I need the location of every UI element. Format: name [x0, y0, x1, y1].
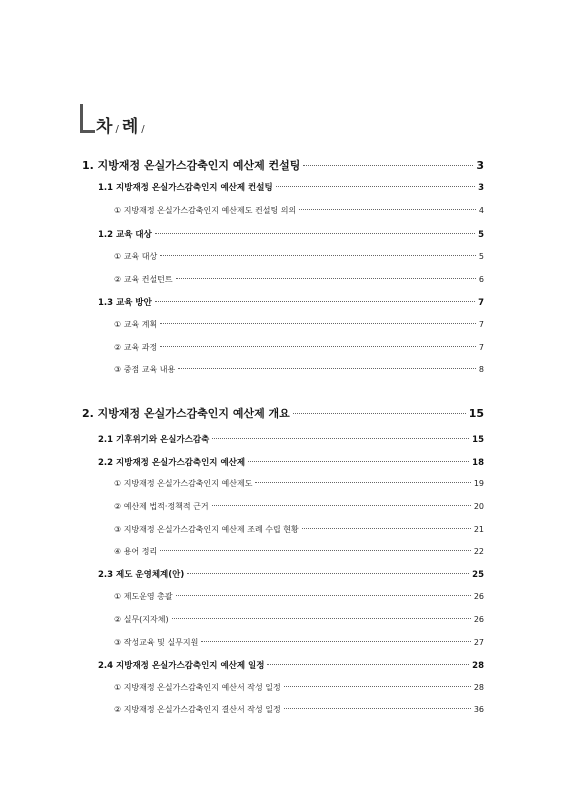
toc-subsection[interactable]	[114, 274, 484, 285]
toc-subsection[interactable]	[114, 614, 484, 625]
toc-leader-dots	[248, 461, 469, 462]
toc-chapter[interactable]	[82, 157, 484, 173]
toc-entry-label: ③ 작성교육 및 실무지원	[114, 638, 199, 647]
toc-entry-label: ① 제도운영 총괄	[114, 592, 173, 601]
toc-page-number: 4	[478, 206, 484, 215]
title-slash: /	[141, 124, 145, 135]
toc-page-number: 22	[473, 547, 484, 556]
toc-leader-dots	[160, 255, 476, 256]
toc-leader-dots	[160, 323, 476, 324]
toc-entry-label: ① 교육 대상	[114, 252, 158, 261]
title-main: 차	[96, 117, 113, 137]
toc-entry-label: ③ 지방재정 온실가스감축인지 예산제 조례 수립 현황	[114, 525, 299, 534]
toc-page-number: 8	[478, 365, 484, 374]
toc-subsection[interactable]	[114, 637, 484, 648]
toc-page-number: 18	[472, 458, 484, 468]
toc-section[interactable]	[98, 568, 484, 580]
toc-page-number: 5	[478, 252, 484, 261]
page-title	[96, 112, 148, 137]
toc-entry-label: ① 교육 계획	[114, 320, 158, 329]
toc-entry-label: ② 지방재정 온실가스감축인지 결산서 작성 일정	[114, 705, 281, 714]
toc-page-number: 5	[478, 230, 484, 240]
toc-subsection[interactable]	[114, 342, 484, 353]
toc-entry-label: ② 교육 컨설턴트	[114, 275, 173, 284]
toc-section[interactable]	[98, 228, 484, 240]
title-bracket-decoration	[80, 104, 95, 133]
toc-leader-dots	[299, 209, 476, 210]
toc-leader-dots	[293, 413, 466, 414]
toc-page-number: 26	[473, 615, 484, 624]
toc-entry-label: ② 교육 과정	[114, 343, 158, 352]
toc-leader-dots	[303, 165, 473, 166]
toc-leader-dots	[178, 368, 476, 369]
toc-entry-label: 2. 지방재정 온실가스감축인지 예산제 개요	[82, 407, 290, 420]
toc-page-number: 36	[473, 705, 484, 714]
toc-page-number: 7	[478, 320, 484, 329]
toc-subsection[interactable]	[114, 319, 484, 330]
toc-page-number: 28	[473, 683, 484, 692]
toc-subsection[interactable]	[114, 591, 484, 602]
title-second: 례	[121, 117, 139, 137]
toc-leader-dots	[160, 346, 476, 347]
toc-page-number: 26	[473, 592, 484, 601]
toc-page-number: 20	[473, 502, 484, 511]
toc-leader-dots	[176, 595, 471, 596]
toc-page-number: 15	[472, 435, 484, 445]
toc-chapter[interactable]	[82, 405, 484, 421]
toc-subsection[interactable]	[114, 251, 484, 262]
toc-page-number: 25	[472, 570, 484, 580]
toc-leader-dots	[187, 573, 469, 574]
toc-leader-dots	[212, 438, 469, 439]
toc-page-number: 3	[476, 159, 484, 172]
toc-page-number: 19	[473, 479, 484, 488]
toc-section[interactable]	[98, 181, 484, 193]
toc-entry-label: 1.3 교육 방안	[98, 298, 152, 308]
toc-leader-dots	[172, 618, 471, 619]
toc-subsection[interactable]	[114, 501, 484, 512]
toc-entry-label: 1. 지방재정 온실가스감축인지 예산제 컨설팅	[82, 159, 301, 172]
toc-page-number: 7	[478, 298, 484, 308]
toc-entry-label: ② 실무(지자체)	[114, 615, 169, 624]
toc-page-number: 15	[468, 407, 484, 420]
toc-page-number: 27	[473, 638, 484, 647]
toc-page-number: 6	[478, 275, 484, 284]
toc-leader-dots	[255, 482, 470, 483]
toc-leader-dots	[276, 186, 475, 187]
toc-entry-label: 2.3 제도 운영체계(안)	[98, 570, 185, 580]
toc-entry-label: 2.1 기후위기와 온실가스감축	[98, 435, 210, 445]
toc-leader-dots	[284, 686, 471, 687]
toc-entry-label: 2.2 지방재정 온실가스감축인지 예산제	[98, 458, 246, 468]
toc-entry-label: ① 지방재정 온실가스감축인지 예산제도 컨설팅 의의	[114, 206, 297, 215]
toc-entry-label: ② 예산제 법적·정책적 근거	[114, 502, 209, 511]
toc-leader-dots	[176, 278, 476, 279]
toc-subsection[interactable]	[114, 524, 484, 535]
toc-entry-label: ① 지방재정 온실가스감축인지 예산서 작성 일정	[114, 683, 281, 692]
toc-leader-dots	[212, 505, 471, 506]
toc-page-number: 21	[473, 525, 484, 534]
toc-leader-dots	[160, 550, 471, 551]
toc-entry-label: ① 지방재정 온실가스감축인지 예산제도	[114, 479, 253, 488]
toc-subsection[interactable]	[114, 682, 484, 693]
toc-leader-dots	[155, 233, 475, 234]
toc-leader-dots	[302, 528, 471, 529]
toc-subsection[interactable]	[114, 546, 484, 557]
toc-subsection[interactable]	[114, 205, 484, 216]
toc-subsection[interactable]	[114, 478, 484, 489]
toc-section[interactable]	[98, 296, 484, 308]
toc-page-number: 3	[478, 183, 484, 193]
toc-entry-label: 1.1 지방재정 온실가스감축인지 예산제 컨설팅	[98, 183, 273, 193]
toc-leader-dots	[155, 301, 475, 302]
title-slash: /	[115, 124, 119, 135]
toc-leader-dots	[201, 641, 470, 642]
toc-section[interactable]	[98, 433, 484, 445]
toc-subsection[interactable]	[114, 704, 484, 715]
toc-entry-label: 2.4 지방재정 온실가스감축인지 예산제 일정	[98, 661, 265, 671]
toc-page-number: 7	[478, 343, 484, 352]
toc-leader-dots	[284, 708, 471, 709]
toc-entry-label: ③ 중점 교육 내용	[114, 365, 176, 374]
toc-entry-label: 1.2 교육 대상	[98, 230, 152, 240]
toc-section[interactable]	[98, 456, 484, 468]
toc-page-number: 28	[472, 661, 484, 671]
toc-section[interactable]	[98, 659, 484, 671]
toc-leader-dots	[267, 664, 469, 665]
toc-subsection[interactable]	[114, 364, 484, 375]
toc-entry-label: ④ 용어 정리	[114, 547, 158, 556]
